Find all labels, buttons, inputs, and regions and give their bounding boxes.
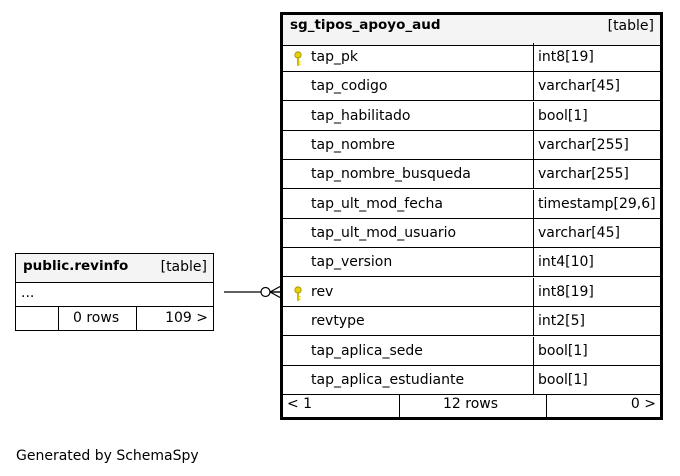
column-type: bool[1] [533,366,660,394]
table-kind: [table] [160,259,207,275]
footer-divider [546,395,547,417]
column-name: tap_aplica_sede [311,342,423,359]
table-footer [15,307,214,331]
column-type: int4[10] [533,248,660,276]
column-name: tap_version [311,254,393,271]
column-name: tap_codigo [311,78,388,95]
table-row[interactable] [283,72,660,101]
key-icon [293,286,303,302]
table-name: public.revinfo [23,258,129,274]
footer-divider [399,395,400,417]
column-name: rev [311,283,334,300]
column-name: tap_ult_mod_usuario [311,225,457,242]
table-row[interactable] [283,337,660,366]
table-row[interactable] [283,278,660,307]
table-row[interactable] [283,190,660,219]
footer-next-link[interactable]: 109 > [165,310,208,326]
footer-row-count: 0 rows [73,310,120,326]
table-row[interactable] [283,248,660,277]
column-name: tap_habilitado [311,107,411,124]
column-type: int8[19] [533,43,660,71]
column-name: tap_aplica_estudiante [311,371,465,388]
key-icon [293,51,303,67]
column-type: varchar[45] [533,219,660,247]
column-name: tap_pk [311,49,358,65]
table-row[interactable] [283,160,660,189]
footer-row-count: 12 rows [443,396,499,412]
column-type: varchar[255] [533,131,660,159]
column-type: int8[19] [533,278,660,306]
table-footer [283,395,660,417]
column-type: timestamp[29,6] [533,190,660,218]
ellipsis-row [15,283,214,307]
column-type: bool[1] [533,102,660,130]
column-name: tap_ult_mod_fecha [311,195,443,212]
generated-by-text: Generated by SchemaSpy [16,448,199,464]
table-row[interactable] [283,366,660,395]
table-header [15,253,214,283]
column-name: tap_nombre [311,137,395,154]
table-sg-tipos-apoyo-aud[interactable] [280,12,663,420]
column-type: varchar[45] [533,72,660,100]
footer-prev-link[interactable]: < 1 [287,396,313,412]
table-public-revinfo[interactable] [15,253,214,331]
table-row[interactable] [283,131,660,160]
table-row[interactable] [283,219,660,248]
column-name: revtype [311,313,365,330]
ellipsis-text: ... [21,285,35,301]
table-header [283,15,660,46]
connector-zero-marker [261,288,270,297]
column-type: int2[5] [533,307,660,335]
column-type: varchar[255] [533,160,660,188]
footer-divider [136,307,137,331]
table-row[interactable] [283,102,660,131]
table-kind: [table] [607,18,654,34]
table-name: sg_tipos_apoyo_aud [290,17,441,33]
column-type: bool[1] [533,337,660,365]
table-row[interactable] [283,43,660,72]
footer-next-link[interactable]: 0 > [630,396,656,412]
column-name: tap_nombre_busqueda [311,166,471,183]
footer-divider [58,307,59,331]
table-row[interactable] [283,307,660,336]
